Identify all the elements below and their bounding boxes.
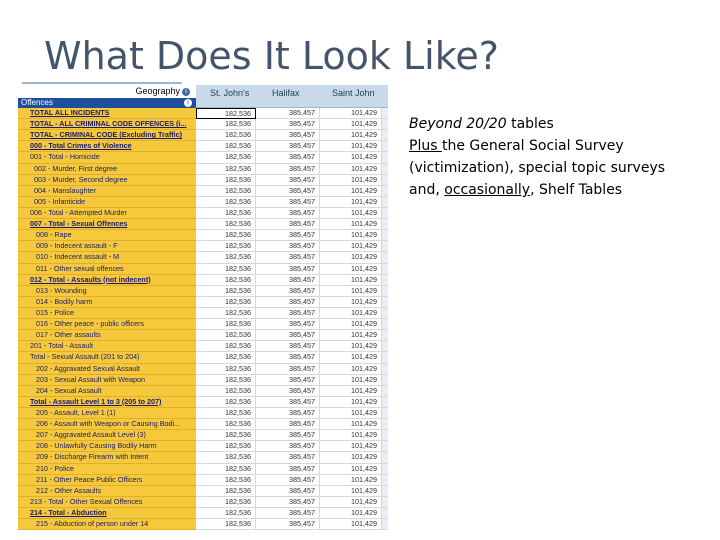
table-row[interactable] bbox=[18, 375, 388, 386]
row-label[interactable]: 009 - Indecent assault - F bbox=[18, 241, 196, 252]
row-label[interactable]: 206 - Assault with Weapon or Causing Bodi... bbox=[18, 419, 196, 430]
table-cell[interactable]: 101,429 bbox=[320, 152, 382, 163]
table-cell[interactable]: 101,429 bbox=[320, 352, 382, 363]
table-cell-edge bbox=[382, 419, 388, 430]
table-cell[interactable]: 101,429 bbox=[320, 130, 382, 141]
table-cell[interactable]: 101,429 bbox=[320, 219, 382, 230]
table-cell[interactable]: 385,457 bbox=[256, 297, 320, 308]
table-cell[interactable]: 385,457 bbox=[256, 519, 320, 530]
table-row[interactable] bbox=[18, 130, 388, 141]
table-cell[interactable]: 101,429 bbox=[320, 408, 382, 419]
row-label[interactable]: 016 - Other peace - public officers bbox=[18, 319, 196, 330]
description-text: , Shelf Tables bbox=[530, 182, 623, 198]
table-cell[interactable]: 182,536 bbox=[196, 408, 256, 419]
row-label[interactable]: 006 - Total - Attempted Murder bbox=[18, 208, 196, 219]
row-label[interactable]: 215 - Abduction of person under 14 bbox=[18, 519, 196, 530]
table-cell[interactable]: 182,536 bbox=[196, 219, 256, 230]
table-row[interactable] bbox=[18, 264, 388, 275]
table-cell-edge bbox=[382, 464, 388, 475]
table-cell[interactable]: 182,536 bbox=[196, 275, 256, 286]
table-cell[interactable]: 385,457 bbox=[256, 252, 320, 263]
table-cell[interactable]: 182,536 bbox=[196, 119, 256, 130]
table-row[interactable] bbox=[18, 275, 388, 286]
table-cell-edge bbox=[382, 430, 388, 441]
table-cell[interactable]: 101,429 bbox=[320, 297, 382, 308]
column-header: Saint John bbox=[332, 88, 375, 98]
table-row[interactable] bbox=[18, 408, 388, 419]
table-cell-edge bbox=[382, 364, 388, 375]
table-cell[interactable]: 101,429 bbox=[320, 286, 382, 297]
row-label[interactable]: 205 - Assault, Level 1 (1) bbox=[18, 408, 196, 419]
row-label[interactable]: 204 - Sexual Assault bbox=[18, 386, 196, 397]
table-cell[interactable]: 182,536 bbox=[196, 375, 256, 386]
row-label[interactable]: 211 - Other Peace Public Officers bbox=[18, 475, 196, 486]
table-cell[interactable]: 385,457 bbox=[256, 330, 320, 341]
spreadsheet-screenshot bbox=[18, 82, 388, 540]
table-cell[interactable]: 385,457 bbox=[256, 219, 320, 230]
table-cell[interactable]: 182,536 bbox=[196, 386, 256, 397]
table-cell-edge bbox=[382, 508, 388, 519]
table-cell-edge bbox=[382, 241, 388, 252]
row-label[interactable]: 207 - Aggravated Assault Level (3) bbox=[18, 430, 196, 441]
table-row[interactable] bbox=[18, 286, 388, 297]
table-cell[interactable]: 182,536 bbox=[196, 497, 256, 508]
row-label[interactable]: Total - Sexual Assault (201 to 204) bbox=[18, 352, 196, 363]
geography-label: Geography i bbox=[135, 86, 190, 96]
table-cell-edge bbox=[382, 141, 388, 152]
table-row[interactable] bbox=[18, 486, 388, 497]
row-label[interactable]: 210 - Police bbox=[18, 464, 196, 475]
column-header: St. John's bbox=[210, 88, 250, 98]
table-cell[interactable]: 385,457 bbox=[256, 130, 320, 141]
table-cell[interactable]: 385,457 bbox=[256, 319, 320, 330]
table-cell[interactable]: 182,536 bbox=[196, 464, 256, 475]
table-cell[interactable]: 101,429 bbox=[320, 430, 382, 441]
table-cell[interactable]: 101,429 bbox=[320, 141, 382, 152]
table-cell[interactable]: 385,457 bbox=[256, 208, 320, 219]
row-label[interactable]: 013 - Wounding bbox=[18, 286, 196, 297]
table-cell[interactable]: 101,429 bbox=[320, 264, 382, 275]
table-cell-edge bbox=[382, 319, 388, 330]
table-cell-edge bbox=[382, 164, 388, 175]
table-cell-edge bbox=[382, 230, 388, 241]
table-cell[interactable]: 385,457 bbox=[256, 152, 320, 163]
row-label[interactable]: 209 - Discharge Firearm with Intent bbox=[18, 452, 196, 463]
table-cell-edge bbox=[382, 275, 388, 286]
row-label[interactable]: TOTAL - CRIMINAL CODE (Excluding Traffic) bbox=[18, 130, 196, 141]
table-cell-edge bbox=[382, 486, 388, 497]
table-row[interactable] bbox=[18, 430, 388, 441]
beyond-2020-text: Beyond 20/20 bbox=[409, 116, 507, 132]
table-cell[interactable]: 182,536 bbox=[196, 519, 256, 530]
table-cell-edge bbox=[382, 219, 388, 230]
table-cell[interactable]: 101,429 bbox=[320, 197, 382, 208]
row-label[interactable]: 004 - Manslaughter bbox=[18, 186, 196, 197]
table-row[interactable] bbox=[18, 197, 388, 208]
table-cell[interactable]: 101,429 bbox=[320, 175, 382, 186]
table-cell[interactable]: 182,536 bbox=[196, 486, 256, 497]
table-row[interactable] bbox=[18, 386, 388, 397]
row-label[interactable]: 203 - Sexual Assault with Weapon bbox=[18, 375, 196, 386]
table-cell[interactable]: 182,536 bbox=[196, 341, 256, 352]
table-row[interactable] bbox=[18, 497, 388, 508]
table-row[interactable] bbox=[18, 319, 388, 330]
table-cell[interactable]: 385,457 bbox=[256, 241, 320, 252]
table-cell[interactable]: 182,536 bbox=[196, 197, 256, 208]
table-row[interactable] bbox=[18, 175, 388, 186]
table-cell-edge bbox=[382, 519, 388, 530]
slide-title: What Does It Look Like? bbox=[44, 34, 499, 78]
table-row[interactable] bbox=[18, 341, 388, 352]
table-cell-edge bbox=[382, 330, 388, 341]
table-cell[interactable]: 101,429 bbox=[320, 475, 382, 486]
table-cell[interactable]: 101,429 bbox=[320, 497, 382, 508]
column-headers bbox=[196, 85, 388, 108]
table-cell[interactable]: 182,536 bbox=[196, 252, 256, 263]
table-row[interactable] bbox=[18, 352, 388, 363]
table-cell-edge bbox=[382, 408, 388, 419]
table-row[interactable] bbox=[18, 252, 388, 263]
table-row[interactable] bbox=[18, 241, 388, 252]
table-cell[interactable]: 101,429 bbox=[320, 308, 382, 319]
row-label[interactable]: 003 - Murder, Second degree bbox=[18, 175, 196, 186]
table-row[interactable] bbox=[18, 308, 388, 319]
table-cell-edge bbox=[382, 130, 388, 141]
table-cell[interactable]: 385,457 bbox=[256, 364, 320, 375]
table-cell[interactable]: 385,457 bbox=[256, 186, 320, 197]
table-cell[interactable]: 182,536 bbox=[196, 164, 256, 175]
info-icon: i bbox=[184, 99, 192, 107]
table-cell[interactable]: 385,457 bbox=[256, 508, 320, 519]
table-cell[interactable]: 101,429 bbox=[320, 208, 382, 219]
table-cell[interactable]: 182,536 bbox=[196, 141, 256, 152]
table-cell-edge bbox=[382, 252, 388, 263]
table-row[interactable] bbox=[18, 164, 388, 175]
row-label[interactable]: 014 - Bodily harm bbox=[18, 297, 196, 308]
row-label[interactable]: 002 - Murder, First degree bbox=[18, 164, 196, 175]
table-cell[interactable]: 385,457 bbox=[256, 197, 320, 208]
table-row[interactable] bbox=[18, 397, 388, 408]
table-cell[interactable]: 101,429 bbox=[320, 397, 382, 408]
table-cell[interactable]: 182,536 bbox=[196, 208, 256, 219]
row-label[interactable]: 012 - Total - Assaults (not indecent) bbox=[18, 275, 196, 286]
table-row[interactable] bbox=[18, 364, 388, 375]
table-row[interactable] bbox=[18, 119, 388, 130]
table-cell[interactable]: 385,457 bbox=[256, 475, 320, 486]
table-cell[interactable]: 385,457 bbox=[256, 352, 320, 363]
row-label[interactable]: 201 - Total - Assault bbox=[18, 341, 196, 352]
table-cell[interactable]: 101,429 bbox=[320, 386, 382, 397]
table-cell[interactable]: 182,536 bbox=[196, 475, 256, 486]
table-cell-edge bbox=[382, 397, 388, 408]
row-label[interactable]: 001 - Total - Homicide bbox=[18, 152, 196, 163]
table-cell[interactable]: 182,536 bbox=[196, 364, 256, 375]
table-cell[interactable]: 182,536 bbox=[196, 264, 256, 275]
row-label[interactable]: 212 - Other Assaults bbox=[18, 486, 196, 497]
table-row[interactable] bbox=[18, 208, 388, 219]
table-cell[interactable]: 101,429 bbox=[320, 375, 382, 386]
table-cell[interactable]: 182,536 bbox=[196, 175, 256, 186]
table-cell[interactable]: 182,536 bbox=[196, 130, 256, 141]
occasionally-text: occasionally bbox=[444, 182, 531, 198]
row-label[interactable]: 213 - Total - Other Sexual Offences bbox=[18, 497, 196, 508]
table-cell[interactable]: 385,457 bbox=[256, 408, 320, 419]
slide-description bbox=[409, 113, 669, 201]
table-cell-edge bbox=[382, 108, 388, 119]
table-cell[interactable]: 101,429 bbox=[320, 486, 382, 497]
table-cell[interactable]: 182,536 bbox=[196, 186, 256, 197]
table-cell-edge bbox=[382, 441, 388, 452]
table-cell[interactable]: 385,457 bbox=[256, 286, 320, 297]
table-cell[interactable]: 385,457 bbox=[256, 119, 320, 130]
offences-label: Offences bbox=[21, 98, 53, 107]
table-cell-edge bbox=[382, 186, 388, 197]
row-label[interactable]: Total - Assault Level 1 to 3 (205 to 207) bbox=[18, 397, 196, 408]
table-cell[interactable]: 385,457 bbox=[256, 419, 320, 430]
table-cell[interactable]: 385,457 bbox=[256, 497, 320, 508]
table-cell[interactable]: 182,536 bbox=[196, 430, 256, 441]
table-cell[interactable]: 101,429 bbox=[320, 252, 382, 263]
table-cell-edge bbox=[382, 286, 388, 297]
table-row[interactable] bbox=[18, 441, 388, 452]
table-cell-edge bbox=[382, 375, 388, 386]
table-cell[interactable]: 385,457 bbox=[256, 341, 320, 352]
table-cell[interactable]: 101,429 bbox=[320, 508, 382, 519]
table-row[interactable] bbox=[18, 508, 388, 519]
table-cell[interactable]: 101,429 bbox=[320, 230, 382, 241]
description-text: tables bbox=[506, 116, 554, 132]
table-cell[interactable]: 182,536 bbox=[196, 352, 256, 363]
table-cell[interactable]: 385,457 bbox=[256, 175, 320, 186]
table-cell[interactable]: 101,429 bbox=[320, 419, 382, 430]
table-cell[interactable]: 101,429 bbox=[320, 464, 382, 475]
table-cell-edge bbox=[382, 297, 388, 308]
plus-text: Plus bbox=[409, 138, 442, 154]
row-label[interactable]: 008 - Rape bbox=[18, 230, 196, 241]
table-cell[interactable]: 182,536 bbox=[196, 508, 256, 519]
table-cell-edge bbox=[382, 452, 388, 463]
table-cell[interactable]: 385,457 bbox=[256, 464, 320, 475]
table-row[interactable] bbox=[18, 519, 388, 530]
table-cell-edge bbox=[382, 208, 388, 219]
table-cell-edge bbox=[382, 119, 388, 130]
table-row[interactable] bbox=[18, 452, 388, 463]
table-cell[interactable]: 182,536 bbox=[196, 152, 256, 163]
info-icon: i bbox=[182, 88, 190, 96]
table-row[interactable] bbox=[18, 108, 388, 119]
row-label[interactable]: TOTAL ALL INCIDENTS bbox=[18, 108, 196, 119]
table-cell-edge bbox=[382, 497, 388, 508]
table-cell-edge bbox=[382, 341, 388, 352]
table-cell[interactable]: 182,536 bbox=[196, 297, 256, 308]
table-row[interactable] bbox=[18, 186, 388, 197]
table-row[interactable] bbox=[18, 152, 388, 163]
table-cell[interactable]: 182,536 bbox=[196, 419, 256, 430]
row-label[interactable]: 202 - Aggravated Sexual Assault bbox=[18, 364, 196, 375]
table-cell[interactable]: 182,536 bbox=[196, 452, 256, 463]
table-cell[interactable]: 182,536 bbox=[196, 308, 256, 319]
row-label[interactable]: 005 - Infanticide bbox=[18, 197, 196, 208]
table-row[interactable] bbox=[18, 141, 388, 152]
row-label[interactable]: 208 - Unlawfully Causing Bodily Harm bbox=[18, 441, 196, 452]
table-cell[interactable]: 182,536 bbox=[196, 441, 256, 452]
table-cell[interactable]: 385,457 bbox=[256, 375, 320, 386]
description-text: the General Social Survey (victimization), special topic surveys and, bbox=[409, 138, 666, 198]
table-cell[interactable]: 385,457 bbox=[256, 264, 320, 275]
row-label[interactable]: 214 - Total - Abduction bbox=[18, 508, 196, 519]
table-cell[interactable]: 101,429 bbox=[320, 241, 382, 252]
table-cell[interactable]: 101,429 bbox=[320, 364, 382, 375]
table-rows bbox=[18, 108, 388, 530]
table-cell[interactable]: 101,429 bbox=[320, 164, 382, 175]
table-cell[interactable]: 182,536 bbox=[196, 319, 256, 330]
table-cell[interactable]: 101,429 bbox=[320, 452, 382, 463]
row-label[interactable]: 007 - Total - Sexual Offences bbox=[18, 219, 196, 230]
table-cell[interactable]: 385,457 bbox=[256, 441, 320, 452]
table-cell[interactable]: 182,536 bbox=[196, 241, 256, 252]
table-cell[interactable]: 101,429 bbox=[320, 441, 382, 452]
table-cell[interactable]: 182,536 bbox=[196, 230, 256, 241]
table-row[interactable] bbox=[18, 475, 388, 486]
table-cell[interactable]: 385,457 bbox=[256, 141, 320, 152]
table-row[interactable] bbox=[18, 464, 388, 475]
table-cell[interactable]: 101,429 bbox=[320, 119, 382, 130]
table-cell[interactable]: 182,536 bbox=[196, 397, 256, 408]
table-cell[interactable]: 385,457 bbox=[256, 275, 320, 286]
row-label[interactable]: 015 - Police bbox=[18, 308, 196, 319]
table-cell[interactable]: 385,457 bbox=[256, 230, 320, 241]
table-cell[interactable]: 182,536 bbox=[196, 286, 256, 297]
row-label[interactable]: 010 - Indecent assault - M bbox=[18, 252, 196, 263]
table-cell-edge bbox=[382, 264, 388, 275]
table-row[interactable] bbox=[18, 297, 388, 308]
table-row[interactable] bbox=[18, 219, 388, 230]
table-cell-edge bbox=[382, 175, 388, 186]
row-label[interactable]: 017 - Other assaults bbox=[18, 330, 196, 341]
table-cell[interactable]: 385,457 bbox=[256, 430, 320, 441]
table-cell[interactable]: 101,429 bbox=[320, 186, 382, 197]
table-cell-edge bbox=[382, 152, 388, 163]
table-cell[interactable]: 385,457 bbox=[256, 108, 320, 119]
table-cell[interactable]: 182,536 bbox=[196, 330, 256, 341]
row-label[interactable]: 011 - Other sexual offences bbox=[18, 264, 196, 275]
table-cell-edge bbox=[382, 475, 388, 486]
table-cell[interactable]: 182,536 bbox=[196, 108, 256, 119]
table-row[interactable] bbox=[18, 230, 388, 241]
table-cell-edge bbox=[382, 197, 388, 208]
table-cell[interactable]: 385,457 bbox=[256, 452, 320, 463]
table-cell[interactable]: 385,457 bbox=[256, 386, 320, 397]
offences-header bbox=[18, 98, 196, 108]
table-cell[interactable]: 385,457 bbox=[256, 308, 320, 319]
table-cell[interactable]: 101,429 bbox=[320, 319, 382, 330]
table-cell[interactable]: 101,429 bbox=[320, 275, 382, 286]
row-label[interactable]: TOTAL - ALL CRIMINAL CODE OFFENCES (i... bbox=[18, 119, 196, 130]
table-row[interactable] bbox=[18, 330, 388, 341]
table-cell-edge bbox=[382, 386, 388, 397]
table-cell[interactable]: 101,429 bbox=[320, 330, 382, 341]
column-header: Halifax bbox=[272, 88, 300, 98]
table-cell[interactable]: 101,429 bbox=[320, 108, 382, 119]
table-cell[interactable]: 101,429 bbox=[320, 519, 382, 530]
sheet-top-border bbox=[22, 82, 182, 84]
table-cell[interactable]: 385,457 bbox=[256, 486, 320, 497]
table-cell[interactable]: 101,429 bbox=[320, 341, 382, 352]
table-cell[interactable]: 385,457 bbox=[256, 164, 320, 175]
table-cell-edge bbox=[382, 352, 388, 363]
table-cell-edge bbox=[382, 308, 388, 319]
table-cell[interactable]: 385,457 bbox=[256, 397, 320, 408]
row-label[interactable]: 000 - Total Crimes of Violence bbox=[18, 141, 196, 152]
table-row[interactable] bbox=[18, 419, 388, 430]
